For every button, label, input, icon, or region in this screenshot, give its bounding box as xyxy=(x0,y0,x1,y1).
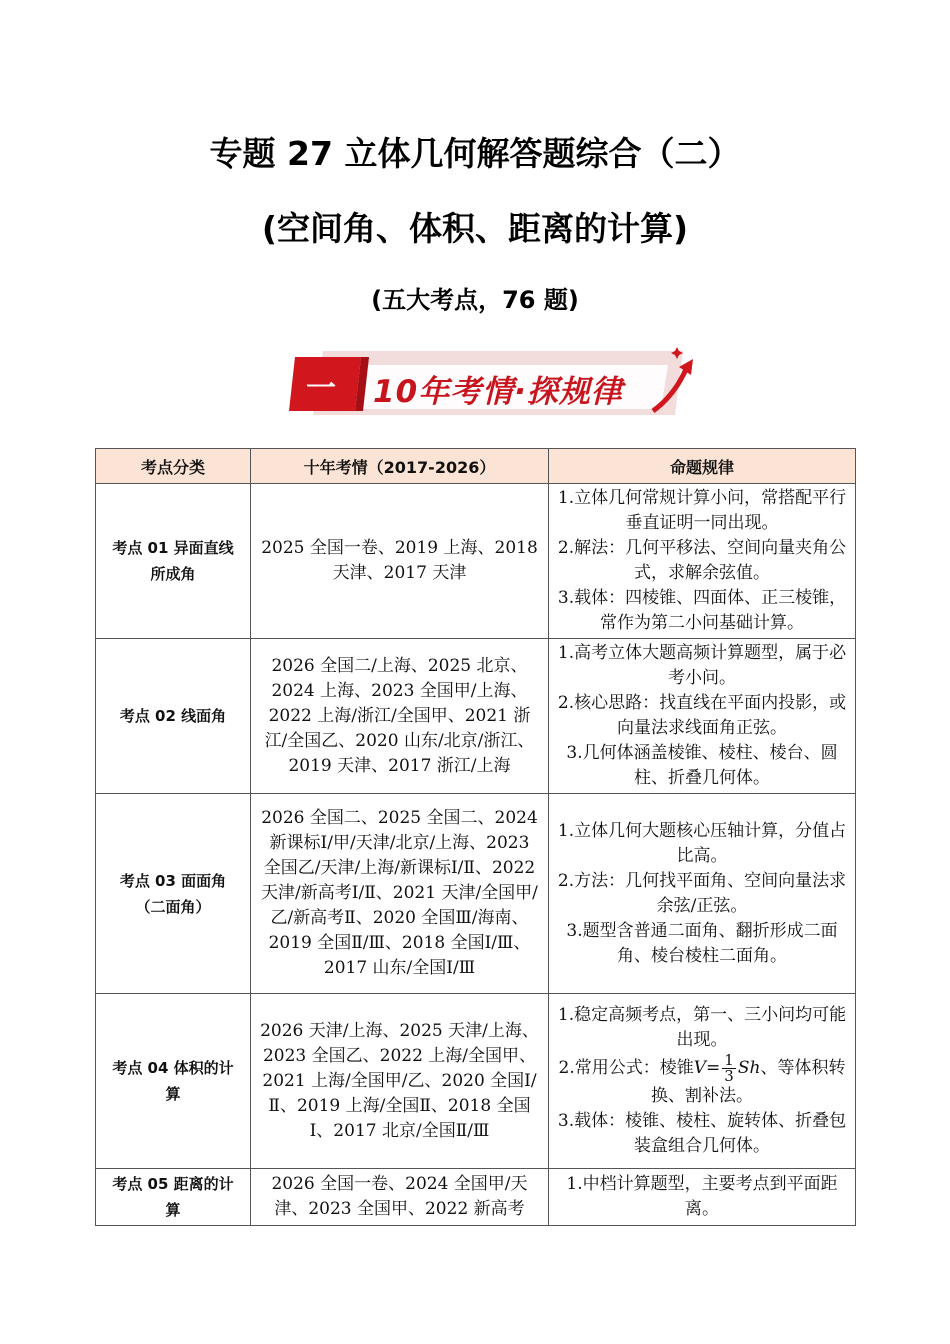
years-cell: 2025 全国一卷、2019 上海、2018 天津、2017 天津 xyxy=(251,484,549,639)
formula-base-height: Sh xyxy=(737,1058,761,1078)
category-cell xyxy=(96,1169,251,1226)
fraction-numerator: 1 xyxy=(724,1051,734,1069)
rule-item: 3.载体：棱锥、棱柱、旋转体、折叠包装盒组合几何体。 xyxy=(557,1111,847,1156)
table-row xyxy=(96,639,856,794)
rule-item: 1.高考立体大题高频计算题型，属于必考小问。 xyxy=(557,643,847,688)
rule-item: 2.核心思路：找直线在平面内投影，或向量法求线面角正弦。 xyxy=(557,693,847,738)
category-line: 考点 03 面面角 xyxy=(119,871,227,890)
formula-volume-symbol: V xyxy=(693,1058,707,1078)
category-cell xyxy=(96,639,251,794)
rule-item: 2.方法：几何找平面角、空间向量法求余弦/正弦。 xyxy=(557,870,847,916)
rule-item-formula xyxy=(557,1053,847,1109)
category-cell xyxy=(96,484,251,639)
years-cell: 2026 天津/上海、2025 天津/上海、2023 全国乙、2022 上海/全国甲、2021 上海/全国甲/乙、2020 全国Ⅰ/Ⅱ、2019 上海/全国Ⅱ、2018 全国Ⅰ、2017 北京/全国Ⅱ/Ⅲ xyxy=(251,994,549,1169)
header-years: 十年考情（2017-2026） xyxy=(251,449,549,484)
rule-item: 1.中档计算题型，主要考点到平面距离。 xyxy=(566,1174,838,1219)
table-row xyxy=(96,1169,856,1226)
formula-prefix: 2.常用公式：棱锥 xyxy=(558,1058,694,1078)
category-line: 考点 01 异面直线 xyxy=(112,539,234,557)
category-line: 考点 02 线面角 xyxy=(119,707,227,725)
table-header-row xyxy=(96,449,856,484)
formula-suffix: 、等体积转换、割补法。 xyxy=(651,1058,846,1106)
rule-item: 1.立体几何大题核心压轴计算，分值占比高。 xyxy=(557,820,847,866)
rule-item: 2.解法：几何平移法、空间向量夹角公式，求解余弦值。 xyxy=(557,538,847,583)
category-line: 考点 05 距离的计 xyxy=(112,1175,234,1193)
rules-cell xyxy=(549,794,856,994)
main-title: 专题 27 立体几何解答题综合（二） xyxy=(209,134,741,173)
rule-item: 3.题型含普通二面角、翻折形成二面角、棱台棱柱二面角。 xyxy=(566,920,838,966)
category-line: （二面角） xyxy=(135,897,211,916)
banner-number: 一 xyxy=(306,371,336,406)
formula-fraction xyxy=(722,1053,736,1084)
question-count: (五大考点，76 题) xyxy=(371,286,579,314)
category-line: 所成角 xyxy=(150,565,196,583)
rules-cell xyxy=(549,484,856,639)
category-cell xyxy=(96,994,251,1169)
years-cell: 2026 全国一卷、2024 全国甲/天津、2023 全国甲、2022 新高考 xyxy=(251,1169,549,1226)
fraction-denominator: 3 xyxy=(724,1067,734,1085)
subtitle: (空间角、体积、距离的计算) xyxy=(261,209,689,248)
category-line: 算 xyxy=(165,1201,181,1219)
years-cell: 2026 全国二、2025 全国二、2024 新课标Ⅰ/甲/天津/北京/上海、2023 全国乙/天津/上海/新课标Ⅰ/Ⅱ、2022 天津/新高考Ⅰ/Ⅱ、2021 天津/全国甲/乙/新高考Ⅱ、2020 全国Ⅲ/海南、2019 全国Ⅱ/Ⅲ、2018 全国Ⅰ/Ⅲ、2017 山东/全国Ⅰ/Ⅲ xyxy=(251,794,549,994)
rule-item: 3.载体：四棱锥、四面体、正三棱锥，常作为第二小问基础计算。 xyxy=(557,588,847,633)
header-category: 考点分类 xyxy=(96,449,251,484)
rules-cell xyxy=(549,994,856,1169)
table-row xyxy=(96,994,856,1169)
rule-item: 1.稳定高频考点，第一、三小问均可能出现。 xyxy=(557,1005,847,1050)
formula-equals: = xyxy=(706,1058,721,1078)
years-cell: 2026 全国二/上海、2025 北京、2024 上海、2023 全国甲/上海、2022 上海/浙江/全国甲、2021 浙江/全国乙、2020 山东/北京/浙江、2019 天津、2017 浙江/上海 xyxy=(251,639,549,794)
category-cell xyxy=(96,794,251,994)
rule-item: 3.几何体涵盖棱锥、棱柱、棱台、圆柱、折叠几何体。 xyxy=(566,743,838,788)
rules-cell xyxy=(549,639,856,794)
header-rules: 命题规律 xyxy=(549,449,856,484)
table-row xyxy=(96,484,856,639)
section-banner xyxy=(283,345,703,423)
exam-table xyxy=(95,448,856,1226)
category-line: 考点 04 体积的计 xyxy=(112,1059,234,1077)
rule-item: 1.立体几何常规计算小问，常搭配平行垂直证明一同出现。 xyxy=(557,488,847,533)
category-line: 算 xyxy=(165,1085,181,1103)
banner-label: 10年考情·探规律 xyxy=(373,374,623,410)
table-row xyxy=(96,794,856,994)
rules-cell xyxy=(549,1169,856,1226)
